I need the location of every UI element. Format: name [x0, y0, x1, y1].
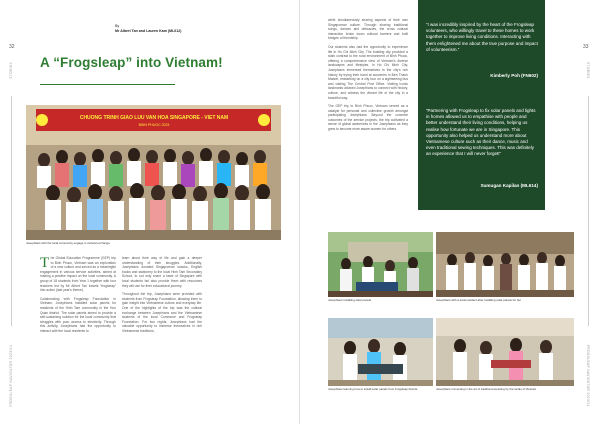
margin-rule-right: [588, 96, 589, 326]
right-column-text: [328, 18, 408, 132]
photo-local-resident: [436, 232, 574, 297]
section-label-right: STORIES: [586, 62, 590, 79]
page-number-left: 32: [9, 44, 15, 50]
exchange-paragraph: Throughout the trip, Josephians were provided with students from Frogsleap Foundation, allowing them to gain insight into Vietnamese culture and everyday life. One of the highlights of the trip was the cultural exchange between Josephians and the Vietnamese students of the local Commune and Frogsleap Foundation. For two nights, Josephians had the valuable opportunity to immerse themselves in rich Vietnamese traditions,: [122, 292, 202, 333]
photo-solar-panels: [328, 232, 433, 297]
article-title: A “Frogsleap” into Vietnam!: [40, 55, 223, 70]
caption-learning-install: Josephians learning how to install solar panels from Frogsleap friends: [328, 387, 418, 391]
intro-paragraph: he Global Education Programme (GEP) trip to Binh Phuoc, Vietnam was an exploration of a new culture and served as a meaningful engagement in various service activities, aimed at making a positive impact on the local community. A group of 18 students from Year 1 together with four teachers led by Mr Albert Tan travels “frogsleap” into action (last year's theme).: [40, 256, 116, 293]
svg-text:BINH PHUOC 2023: BINH PHUOC 2023: [138, 123, 170, 127]
footer-label-left: FROGSLEAP NAVIGATOR 2023/24: [9, 345, 13, 407]
caption-weaving: Josephians immersing in the art of traditional weaving by the locals of Vietnam: [436, 387, 537, 391]
group-photo: [26, 105, 281, 240]
quote-2-author: Sumugan Kapilan (ML614): [480, 183, 538, 188]
left-column-1: [40, 256, 116, 334]
quote-2-text: “Partnering with Frogsleap to fix solar panels and lights in homes allowed us to empathise with people and better understand their living conditions, helping us realise how fortunate we are in Singapore. This opportunity also helped us understand more about Vietnamese culture such as their dance, music and even traditional sewing techniques. This was definitely an experience that I will never forget!”: [426, 108, 536, 157]
photo-learning-install: [328, 318, 433, 386]
donation-paragraph: learn about their way of life and gain a deeper understanding of their struggles. Additionally, Josephians donated Singaporean snacks, English books and stationery to the local Hinh Tam Secondary School, to not only share a taste of Singapore with local students but also provide them with resources they will use for their educational journey.: [122, 256, 202, 288]
page-number-right: 33: [583, 44, 589, 50]
caption-solar-panels: Josephians installing solar panels: [328, 298, 372, 302]
section-label-left: STORIES: [9, 62, 13, 79]
cross-cultural-paragraph: while simultaneously sharing aspects of their own Singaporean culture. Through sharing traditional songs, dances and delicacies, the cross cultural interaction broke down cultural barriers and built bridges of friendship.: [328, 18, 408, 41]
title-underline: [40, 84, 175, 85]
caption-group-photo: Josephians with the local community engage in cultural exchange: [26, 241, 110, 245]
quote-1-author: Kimberly Poh (FN602): [490, 73, 538, 78]
quote-panel: [418, 0, 545, 210]
margin-rule-left: [11, 96, 12, 326]
dropcap: T: [40, 254, 50, 271]
byline: [115, 24, 182, 34]
footer-label-right: FROGSLEAP NAVIGATOR 2023/24: [586, 345, 590, 407]
conclusion-paragraph: The GEP trip to Binh Phuoc, Vietnam served as a catalyst for personal and collective growth amongst participating Josephians. Beyond the concrete outcomes of the service projects, the trip cultivated a sense of global awareness in the Josephians as they grew to become more aware women for others.: [328, 104, 408, 132]
byline-prefix: By: [115, 24, 120, 28]
solar-paragraph: Collaborating with Frogsleap Foundation in Vietnam, Josephians installed solar panels for residents of the Hinh Tam community in the Hon Quan district. The solar panels aimed to provide a self-sustaining solution for the local community that struggles with poor access to electricity. Through this activity, Josephians had the opportunity to interact with the local residents to: [40, 296, 116, 333]
banner-text: CHUONG TRINH GIAO LUU VAN HOA SINGAPORE - VIET NAM: [79, 115, 229, 121]
byline-authors: Mr Albert Tan and Lauren Kam (ML612): [115, 29, 182, 33]
photo-weaving: [436, 318, 574, 386]
quote-1-text: “I was incredibly inspired by the heart of the Frogsleap volunteers, who willingly travel to these homes to work together to improve living conditions. Interacting with them enlightened me about the true purpose and impact of volunteerism.”: [426, 22, 538, 52]
caption-local-resident: Josephians with a local resident after installing solar panels for her: [436, 298, 521, 302]
left-column-2: [122, 256, 202, 334]
hcmc-paragraph: Our students also had the opportunity to experience life in Ho Chi Minh City. The bustling city provided a stark contrast to the rural environment of Binh Phuoc, offering a comprehensive view of Vietnam's diverse landscapes and lifestyles. In Ho Chi Minh City, Josephians immersed themselves in the city's rich history by trying their hand at souvenirs in Ben Thanh Market, embarking on a city tour on a sightseeing bus and visiting The Central Post Office. Visiting iconic landmarks allowed Josephians to connect with history, culture, and witness the vibrant life of the city in a beautiful way.: [328, 44, 408, 100]
